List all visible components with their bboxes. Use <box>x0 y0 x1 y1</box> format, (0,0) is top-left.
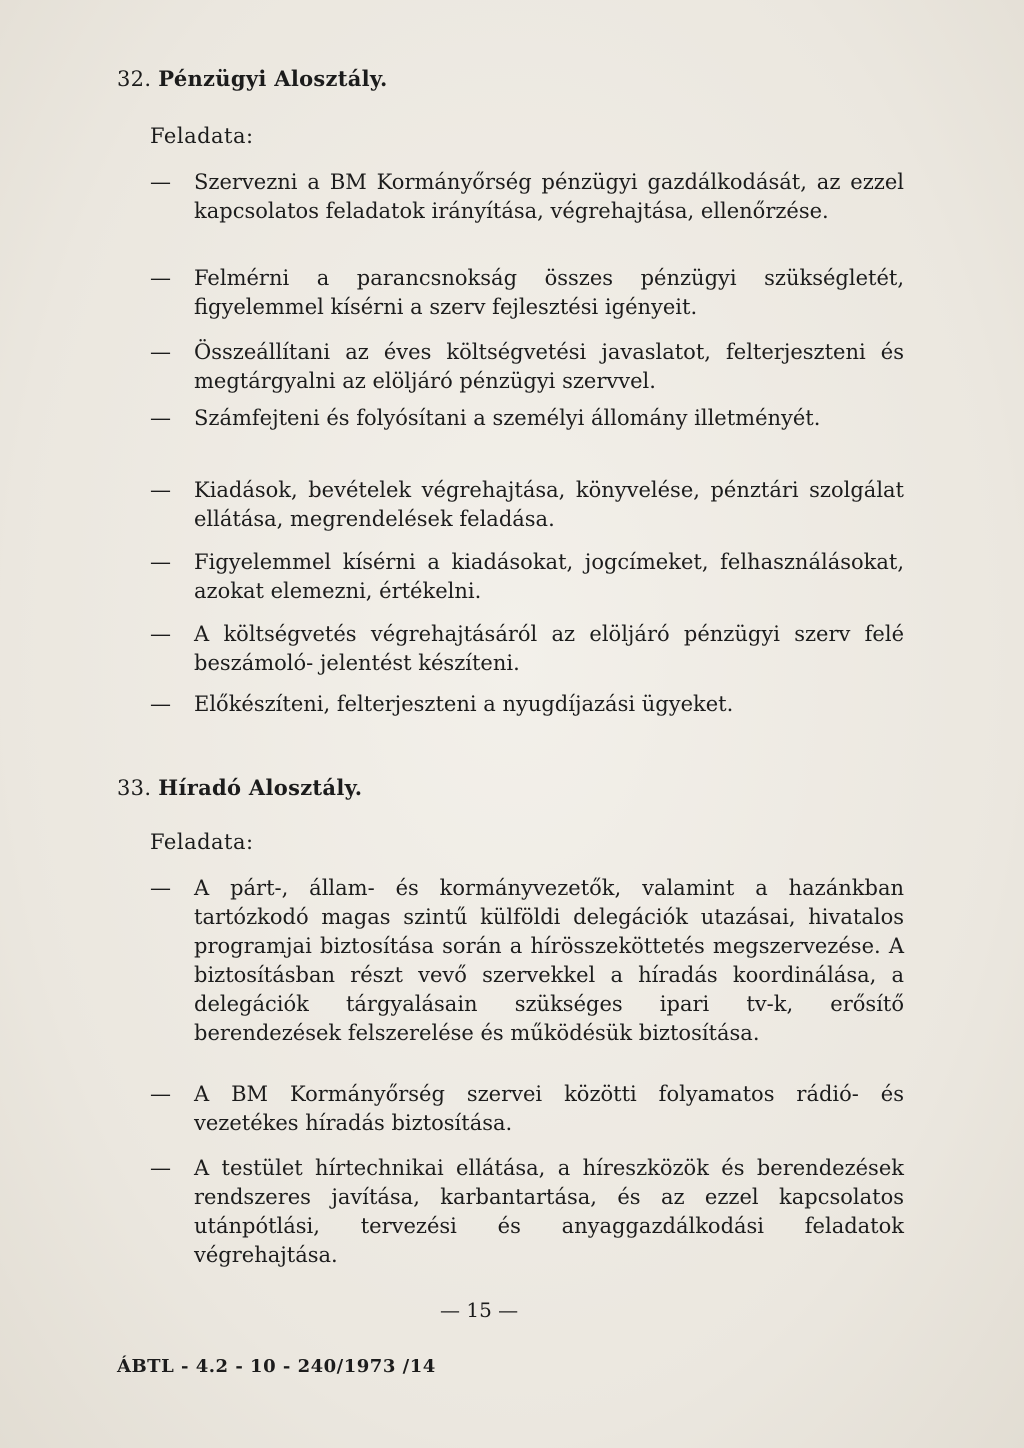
list-item <box>150 690 904 719</box>
item-text: A költségvetés végrehajtásáról az elöljáró pénzügyi szerv felé beszámoló- jelentést készíteni. <box>194 622 904 675</box>
item-text: Összeállítani az éves költségvetési javaslatot, felterjeszteni és megtárgyalni az elöljáró pénzügyi szervvel. <box>194 340 904 393</box>
item-text: Számfejteni és folyósítani a személyi állomány illetményét. <box>194 406 821 430</box>
page-number: — 15 — <box>440 1298 519 1322</box>
dash: — <box>150 266 171 290</box>
list-item <box>150 620 904 678</box>
dash: — <box>150 478 171 502</box>
item-text: Előkészíteni, felterjeszteni a nyugdíjazási ügyeket. <box>194 692 734 716</box>
item-text: A BM Kormányőrség szervei közötti folyamatos rádió- és vezetékes híradás biztosítása. <box>194 1082 904 1135</box>
dash: — <box>150 876 171 900</box>
section-title: Híradó Alosztály. <box>158 775 363 800</box>
section-33-heading <box>117 775 362 800</box>
list-item <box>150 338 904 396</box>
list-item <box>150 1080 904 1138</box>
dash: — <box>150 340 171 364</box>
section-33-task-label: Feladata: <box>150 830 254 854</box>
archive-reference: ÁBTL - 4.2 - 10 - 240/1973 /14 <box>117 1356 436 1377</box>
list-item <box>150 168 904 226</box>
list-item <box>150 476 904 534</box>
dash: — <box>150 1156 171 1180</box>
dash: — <box>150 406 171 430</box>
section-32-heading <box>117 66 388 91</box>
section-number: 32. <box>117 67 152 91</box>
item-text: Szervezni a BM Kormányőrség pénzügyi gazdálkodását, az ezzel kapcsolatos feladatok irányítása, végrehajtása, ellenőrzése. <box>194 170 904 223</box>
section-number: 33. <box>117 776 152 800</box>
list-item <box>150 548 904 606</box>
item-text: Kiadások, bevételek végrehajtása, könyvelése, pénztári szolgálat ellátása, megrendelések feladása. <box>194 478 904 531</box>
dash: — <box>150 692 171 716</box>
item-text: A párt-, állam- és kormányvezetők, valamint a hazánkban tartózkodó magas szintű külföldi delegációk utazásai, hivatalos programjai biztosítása során a hírösszeköttetés megszervezése. A biztosításban részt vevő szervekkel a híradás koordinálása, a delegációk tárgyalásain szükséges ipari tv-k, erősítő berendezések felszerelése és működésük biztosítása. <box>194 876 904 1045</box>
dash: — <box>150 550 171 574</box>
section-title: Pénzügyi Alosztály. <box>158 66 388 91</box>
dash: — <box>150 170 171 194</box>
list-item <box>150 1154 904 1270</box>
list-item <box>150 264 904 322</box>
item-text: Felmérni a parancsnokság összes pénzügyi szükségletét, figyelemmel kísérni a szerv fejlesztési igényeit. <box>194 266 904 319</box>
list-item <box>150 874 904 1048</box>
section-32-task-label: Feladata: <box>150 124 254 148</box>
item-text: Figyelemmel kísérni a kiadásokat, jogcímeket, felhasználásokat, azokat elemezni, értékelni. <box>194 550 904 603</box>
dash: — <box>150 622 171 646</box>
list-item <box>150 404 904 433</box>
dash: — <box>150 1082 171 1106</box>
item-text: A testület hírtechnikai ellátása, a híreszközök és berendezések rendszeres javítása, karbantartása, és az ezzel kapcsolatos utánpótlási, tervezési és anyaggazdálkodási feladatok végrehajtása. <box>194 1156 904 1267</box>
